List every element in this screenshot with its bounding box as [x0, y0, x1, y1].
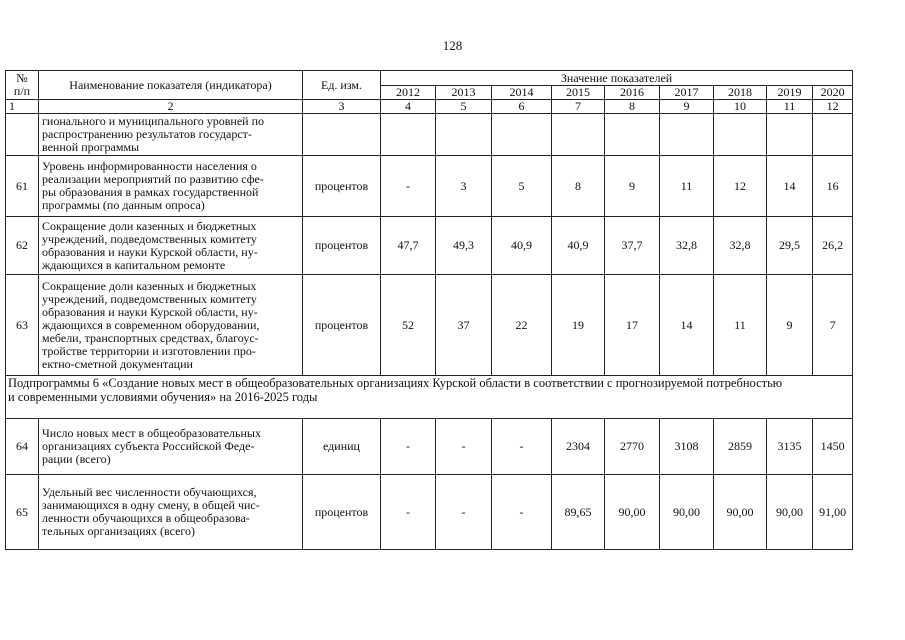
- column-number: 2: [39, 100, 303, 114]
- value-cell: 26,2: [813, 217, 853, 275]
- value-cell: 14: [767, 156, 813, 217]
- column-number: 8: [605, 100, 660, 114]
- value-cell: [813, 114, 853, 156]
- value-cell: 3135: [767, 419, 813, 475]
- column-number: 6: [492, 100, 552, 114]
- row-number: 61: [6, 156, 39, 217]
- header-unit: Ед. изм.: [303, 71, 381, 100]
- value-cell: 5: [492, 156, 552, 217]
- header-year: 2017: [660, 86, 714, 100]
- unit-cell: процентов: [303, 156, 381, 217]
- header-values-group: Значение показателей: [381, 71, 853, 86]
- value-cell: 3: [436, 156, 492, 217]
- indicator-name: гионального и муниципального уровней по распространению результатов государст- венной программы: [39, 114, 303, 156]
- indicators-table: [5, 70, 853, 550]
- indicator-name: Сокращение доли казенных и бюджетных учреждений, подведомственных комитету образования и науки Курской области, ну- ждающихся в капитальном ремонте: [39, 217, 303, 275]
- column-number: 11: [767, 100, 813, 114]
- value-cell: 90,00: [767, 475, 813, 550]
- value-cell: 7: [813, 275, 853, 376]
- value-cell: [381, 114, 436, 156]
- row-number: [6, 114, 39, 156]
- header-year: 2013: [436, 86, 492, 100]
- value-cell: 47,7: [381, 217, 436, 275]
- column-number: 10: [714, 100, 767, 114]
- value-cell: 17: [605, 275, 660, 376]
- value-cell: [492, 114, 552, 156]
- value-cell: 2304: [552, 419, 605, 475]
- indicator-name: Сокращение доли казенных и бюджетных учреждений, подведомственных комитету образования и науки Курской области, ну- ждающихся в современном оборудовании, мебели, транспортных средствах, благоус- тройстве территории и изготовлении про- ектно-сметной документации: [39, 275, 303, 376]
- value-cell: -: [436, 475, 492, 550]
- value-cell: 8: [552, 156, 605, 217]
- page-number: 128: [442, 38, 463, 53]
- column-number: 5: [436, 100, 492, 114]
- header-name: Наименование показателя (индикатора): [39, 71, 303, 100]
- value-cell: 40,9: [552, 217, 605, 275]
- header-year: 2019: [767, 86, 813, 100]
- value-cell: 40,9: [492, 217, 552, 275]
- value-cell: 19: [552, 275, 605, 376]
- header-year: 2014: [492, 86, 552, 100]
- table-row: [6, 475, 853, 550]
- row-number: 64: [6, 419, 39, 475]
- indicator-name: Уровень информированности населения о реализации мероприятий по развитию сфе- ры образования в рамках государственной программы (по данным опроса): [39, 156, 303, 217]
- header-year: 2016: [605, 86, 660, 100]
- value-cell: 32,8: [714, 217, 767, 275]
- value-cell: -: [492, 419, 552, 475]
- value-cell: 91,00: [813, 475, 853, 550]
- row-number: 65: [6, 475, 39, 550]
- value-cell: -: [381, 156, 436, 217]
- table-row: [6, 275, 853, 376]
- row-number: 63: [6, 275, 39, 376]
- value-cell: 37,7: [605, 217, 660, 275]
- header-num: № п/п: [6, 71, 39, 100]
- value-cell: 1450: [813, 419, 853, 475]
- value-cell: [552, 114, 605, 156]
- value-cell: [714, 114, 767, 156]
- column-number: 7: [552, 100, 605, 114]
- table-row: [6, 156, 853, 217]
- unit-cell: процентов: [303, 275, 381, 376]
- table-row: [6, 114, 853, 156]
- row-number: 62: [6, 217, 39, 275]
- value-cell: 90,00: [660, 475, 714, 550]
- header-year: 2012: [381, 86, 436, 100]
- unit-cell: процентов: [303, 217, 381, 275]
- table-row: [6, 217, 853, 275]
- value-cell: 32,8: [660, 217, 714, 275]
- indicator-name: Удельный вес численности обучающихся, занимающихся в одну смену, в общей чис- ленности обучающихся в общеобразова- тельных организациях (всего): [39, 475, 303, 550]
- header-year: 2018: [714, 86, 767, 100]
- subprogram-title: Подпрограммы 6 «Создание новых мест в общеобразовательных организациях Курской области в соответствии с прогнозируемой потребностью и современными условиями обучения» на 2016-2025 годы: [6, 376, 853, 419]
- table-row: [6, 419, 853, 475]
- value-cell: [767, 114, 813, 156]
- value-cell: 37: [436, 275, 492, 376]
- value-cell: 89,65: [552, 475, 605, 550]
- value-cell: -: [492, 475, 552, 550]
- column-number: 9: [660, 100, 714, 114]
- value-cell: 14: [660, 275, 714, 376]
- column-number: 1: [6, 100, 39, 114]
- column-number: 12: [813, 100, 853, 114]
- indicator-name: Число новых мест в общеобразовательных организациях субъекта Российской Феде- рации (всего): [39, 419, 303, 475]
- header-year: 2015: [552, 86, 605, 100]
- value-cell: 16: [813, 156, 853, 217]
- value-cell: [436, 114, 492, 156]
- value-cell: 11: [660, 156, 714, 217]
- value-cell: 2859: [714, 419, 767, 475]
- value-cell: 22: [492, 275, 552, 376]
- value-cell: 90,00: [714, 475, 767, 550]
- column-number: 3: [303, 100, 381, 114]
- unit-cell: [303, 114, 381, 156]
- value-cell: 9: [605, 156, 660, 217]
- value-cell: 11: [714, 275, 767, 376]
- value-cell: 12: [714, 156, 767, 217]
- unit-cell: единиц: [303, 419, 381, 475]
- value-cell: 49,3: [436, 217, 492, 275]
- value-cell: [605, 114, 660, 156]
- value-cell: 2770: [605, 419, 660, 475]
- value-cell: [660, 114, 714, 156]
- value-cell: -: [381, 419, 436, 475]
- unit-cell: процентов: [303, 475, 381, 550]
- header-year: 2020: [813, 86, 853, 100]
- value-cell: -: [381, 475, 436, 550]
- value-cell: 90,00: [605, 475, 660, 550]
- value-cell: 3108: [660, 419, 714, 475]
- value-cell: 29,5: [767, 217, 813, 275]
- value-cell: -: [436, 419, 492, 475]
- value-cell: 9: [767, 275, 813, 376]
- column-number: 4: [381, 100, 436, 114]
- value-cell: 52: [381, 275, 436, 376]
